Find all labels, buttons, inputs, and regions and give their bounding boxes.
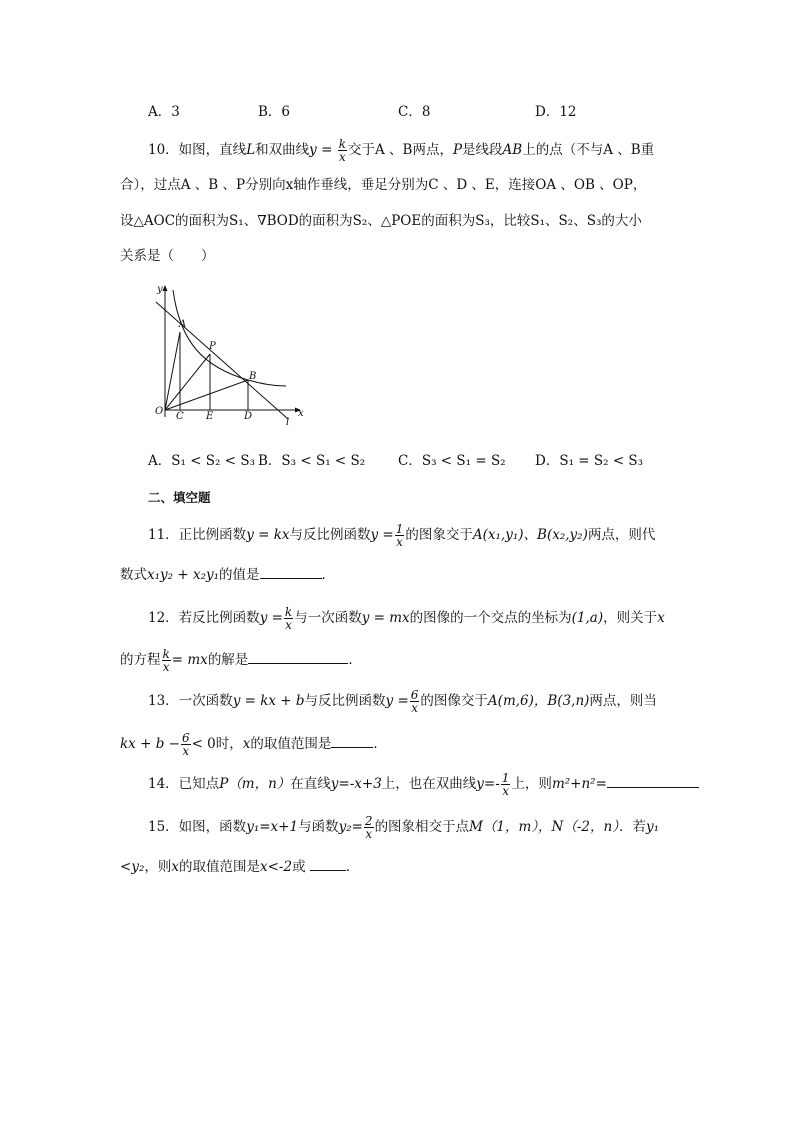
y-axis-arrow <box>163 285 168 291</box>
line-l <box>156 302 288 419</box>
label-E: E <box>206 411 214 422</box>
q15-line-1: 15．如图，函数y₁=x+1与函数y₂= $\frac{2}{x}$ 的图象相交于点M（1，m），N（-2，n）．若y₁ <box>148 814 659 841</box>
q10-option-d: D．S₁ = S₂ < S₃ <box>535 453 644 469</box>
q9-option-d: D．12 <box>535 104 577 120</box>
answer-blank[interactable] <box>607 775 699 788</box>
q9-option-c: C．8 <box>398 104 431 120</box>
label-x: x <box>298 408 304 419</box>
segment-OA <box>165 332 180 410</box>
label-D: D <box>244 411 253 422</box>
q11-line-2: 数式x₁y₂ + x₂y₁的值是 ． <box>120 567 336 583</box>
label-A: A <box>179 319 187 330</box>
fraction-k-over-x: $\frac{k}{x}$ <box>338 137 346 164</box>
q10-figure <box>148 282 308 427</box>
q12-line-2: 的方程 $\frac{k}{x}$ = mx的解是 ． <box>120 647 362 674</box>
q11-line-1: 11．正比例函数y = kx与反比例函数y = $\frac{1}{x}$ 的图象交于A(x₁,y₁)、B(x₂,y₂)两点，则代 <box>148 522 656 549</box>
q14-line-1: 14．已知点P（m，n）在直线y=-x+3上，也在双曲线y=- $\frac{1}{x}$ 上，则m²+n²= <box>148 772 699 797</box>
q10-line-2: 合），过点A 、B 、P分别向x轴作垂线，垂足分别为C 、D 、E，连接OA 、OB 、OP， <box>120 177 647 193</box>
fraction-1-over-x: $\frac{1}{x}$ <box>395 522 404 549</box>
q10-option-c: C．S₃ < S₁ = S₂ <box>398 453 506 469</box>
section-title: 二、填空题 <box>148 490 211 505</box>
hyperbola <box>173 290 286 386</box>
answer-blank[interactable] <box>310 858 346 871</box>
q9-option-a: A．3 <box>148 104 180 120</box>
label-P: P <box>209 341 216 352</box>
q12-line-1: 12．若反比例函数y = $\frac{k}{x}$ 与一次函数y = mx的图像的一个交点的坐标为(1,a)，则关于x <box>148 605 665 632</box>
answer-blank[interactable] <box>331 735 373 748</box>
q15-line-2: <y₂，则x的取值范围是x<-2或 ． <box>120 859 360 875</box>
q10-line-4: 关系是（ ） <box>120 248 215 264</box>
fraction-6-over-x: $\frac{6}{x}$ <box>181 731 190 758</box>
q13-line-2: kx + b − $\frac{6}{x}$ < 0时，x的取值范围是 ． <box>120 731 387 758</box>
q13-line-1: 13．一次函数y = kx + b与反比例函数y = $\frac{6}{x}$ 的图像交于A(m,6)，B(3,n)两点，则当 <box>148 688 657 715</box>
q10-line-3: 设△AOC的面积为S₁、∇BOD的面积为S₂、△POE的面积为S₃，比较S₁、S₂、S₃的大小 <box>120 213 642 229</box>
q9-option-b: B．6 <box>258 104 291 120</box>
q10-option-b: B．S₃ < S₁ < S₂ <box>258 453 366 469</box>
label-C: C <box>176 411 184 422</box>
answer-blank[interactable] <box>248 651 348 664</box>
label-O: O <box>155 406 164 417</box>
fraction-6-over-x: $\frac{6}{x}$ <box>410 688 419 715</box>
answer-blank[interactable] <box>260 566 322 579</box>
label-y: y <box>157 284 163 295</box>
fraction-k-over-x: $\frac{k}{x}$ <box>284 605 293 632</box>
fraction-k-over-x: $\frac{k}{x}$ <box>162 647 170 674</box>
label-l: l <box>286 417 290 427</box>
fraction-1-over-x: $\frac{1}{x}$ <box>501 771 510 798</box>
fraction-2-over-x: $\frac{2}{x}$ <box>364 814 373 841</box>
label-B: B <box>249 371 257 382</box>
q10-line-1: 10．如图，直线L和双曲线y = $\frac{k}{x}$ 交于A 、B两点，P是线段AB上的点（不与A 、B重 <box>148 137 655 164</box>
q10-option-a: A．S₁ < S₂ < S₃ <box>148 453 256 469</box>
